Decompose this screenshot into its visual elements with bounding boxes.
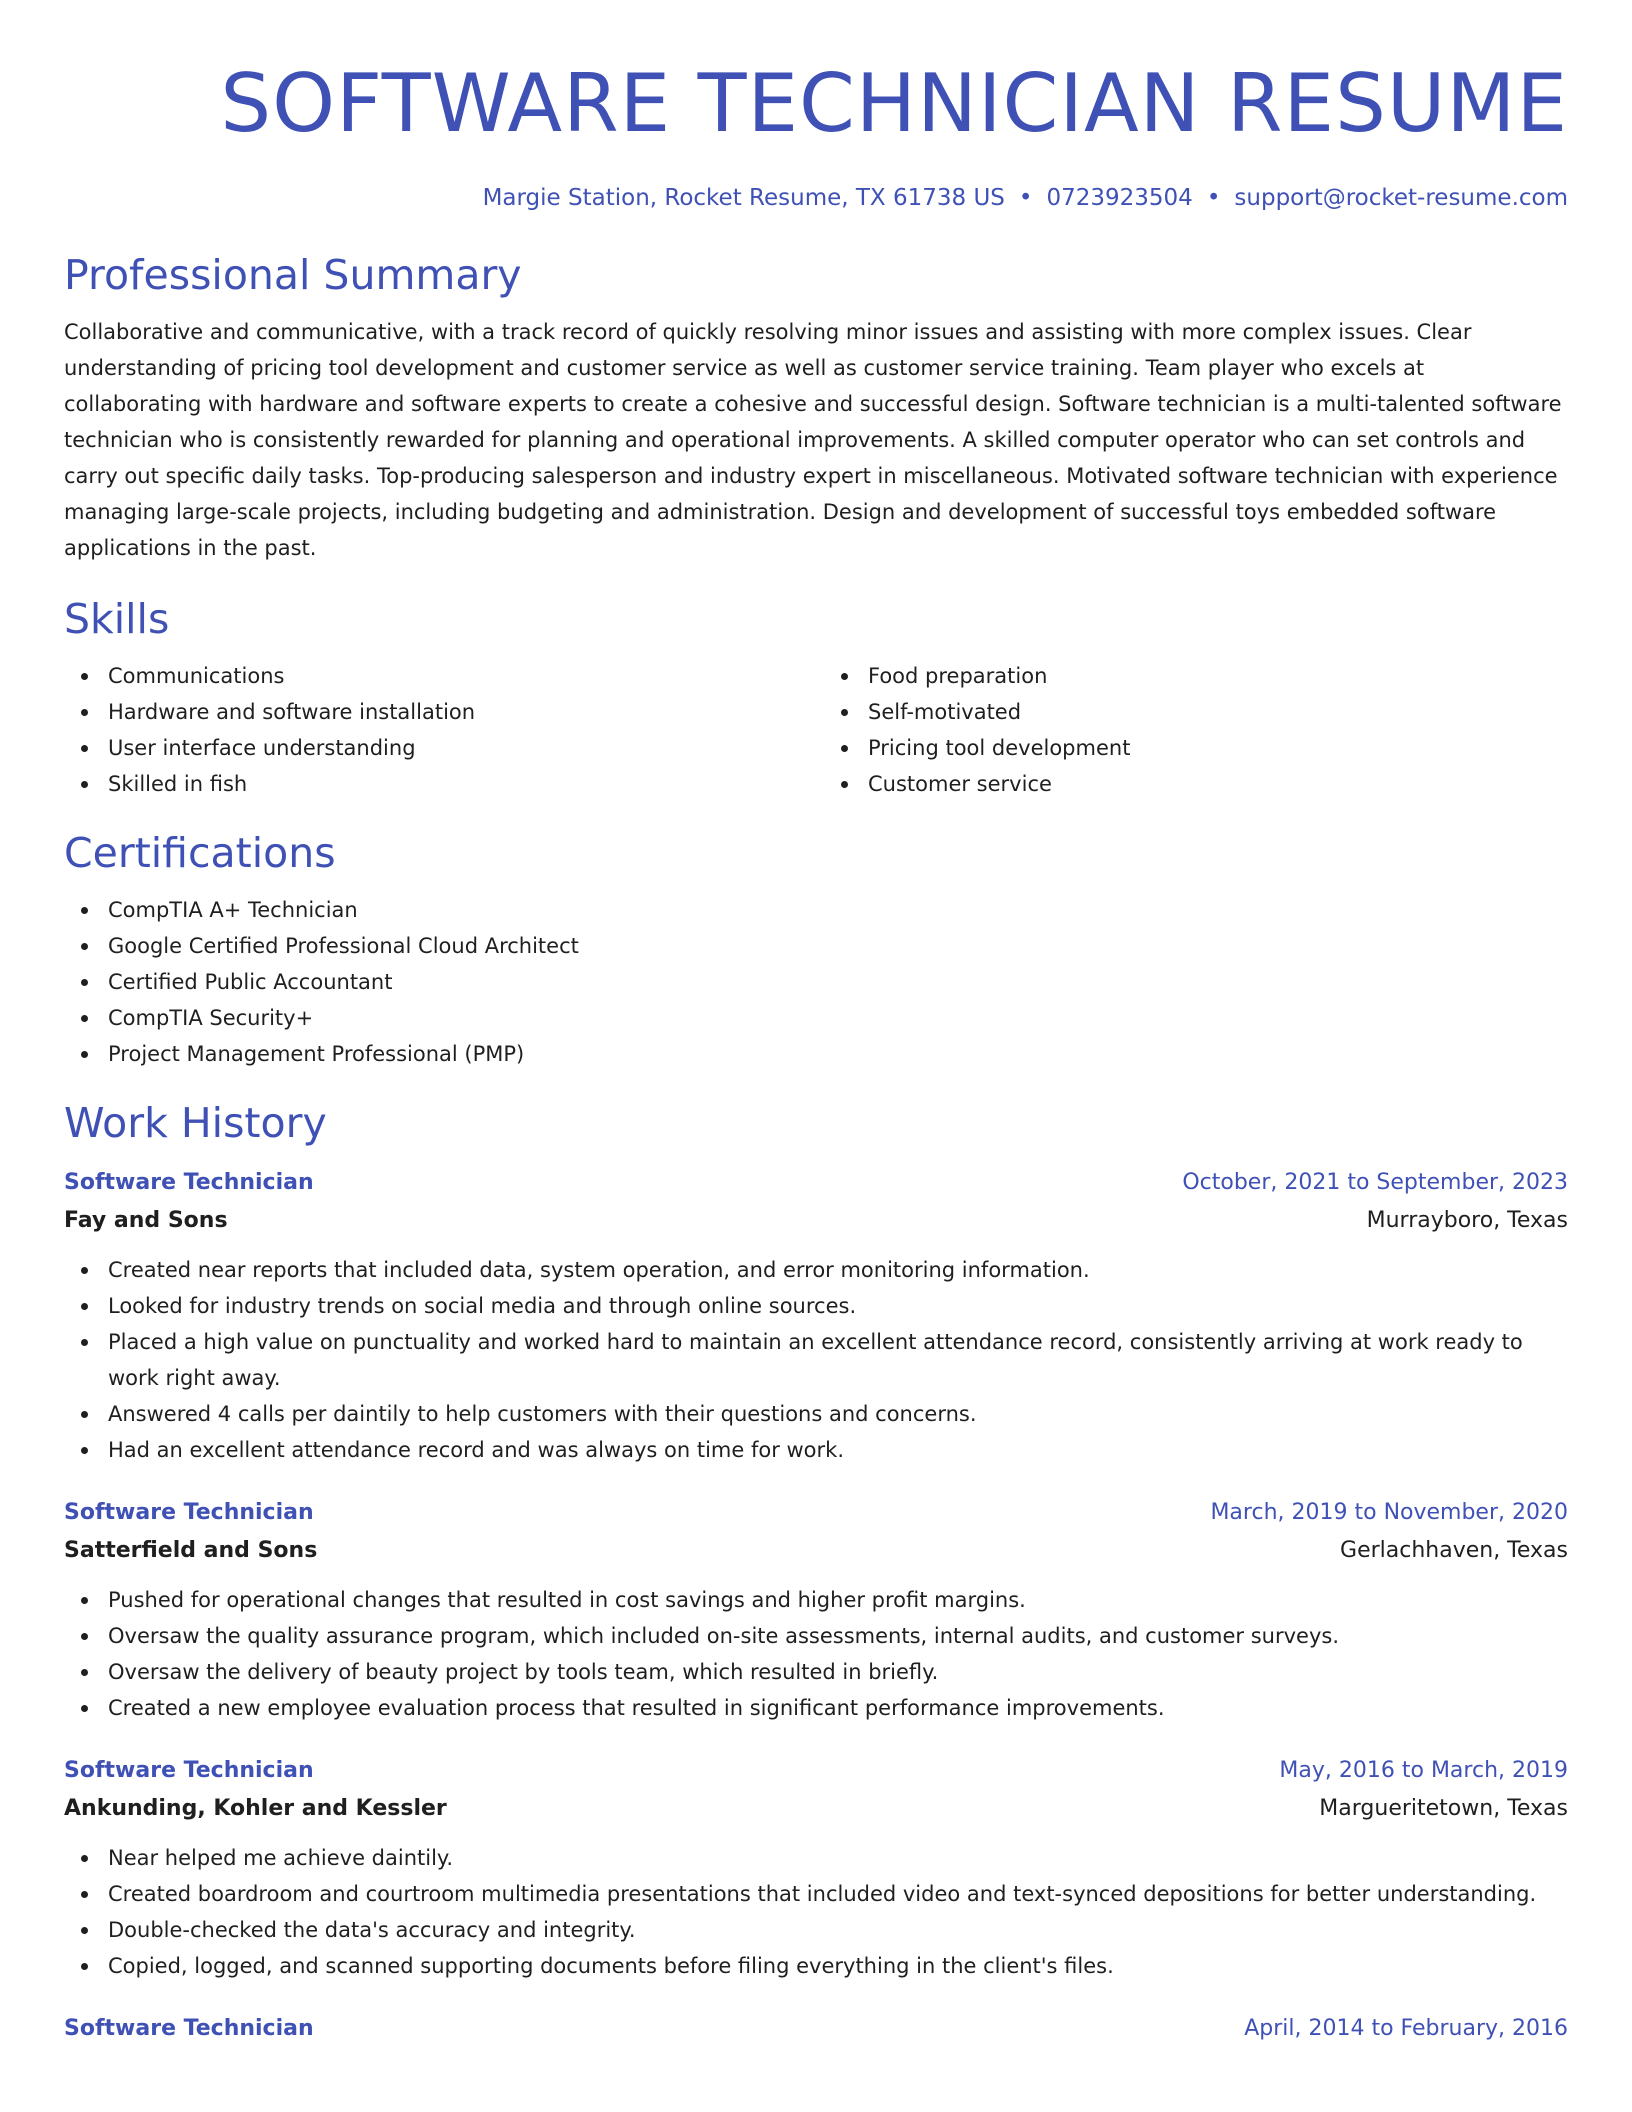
job-employer-row xyxy=(64,1532,1568,1570)
job-bullet: Pushed for operational changes that resulted in cost savings and higher profit margins. xyxy=(108,1582,1568,1618)
job-bullet: Copied, logged, and scanned supporting documents before filing everything in the client's files. xyxy=(108,1948,1568,1984)
skills-list xyxy=(64,658,1568,802)
job-bullet: Created boardroom and courtroom multimedia presentations that included video and text-synced depositions for better understanding. xyxy=(108,1876,1568,1912)
summary-text: Collaborative and communicative, with a track record of quickly resolving minor issues and assisting with more complex issues. Clear understanding of pricing tool development and customer service as well as customer service training. Team player who excels at collaborating with hardware and software experts to create a cohesive and successful design. Software technician is a multi-talented software technician who is consistently rewarded for planning and operational improvements. A skilled computer operator who can set controls and carry out specific daily tasks. Top-producing salesperson and industry expert in miscellaneous. Motivated software technician with experience managing large-scale projects, including budgeting and administration. Design and development of successful toys embedded software applications in the past. xyxy=(64,320,1562,560)
skills-heading: Skills xyxy=(64,595,170,643)
skills-column-right xyxy=(808,658,1568,802)
job-company: Ankunding, Kohler and Kessler xyxy=(64,1796,447,1821)
certification-item: CompTIA Security+ xyxy=(108,1000,1568,1036)
skill-item: Hardware and software installation xyxy=(108,694,808,730)
skills-column-left xyxy=(64,658,808,802)
job-entry xyxy=(64,1752,1568,1984)
job-entry xyxy=(64,1494,1568,1726)
job-bullet: Oversaw the quality assurance program, which included on-site assessments, internal audits, and customer surveys. xyxy=(108,1618,1568,1654)
job-dates: March, 2019 to November, 2020 xyxy=(1210,1500,1568,1525)
skill-item: Communications xyxy=(108,658,808,694)
certifications-heading: Certifications xyxy=(64,829,336,877)
resume-title: SOFTWARE TECHNICIAN RESUME xyxy=(220,57,1568,150)
job-company: Satterfield and Sons xyxy=(64,1538,318,1563)
job-employer-row xyxy=(64,1790,1568,1828)
job-location: Gerlachhaven, Texas xyxy=(1340,1538,1568,1563)
bullet-separator: • xyxy=(1206,185,1221,211)
job-bullet: Double-checked the data's accuracy and integrity. xyxy=(108,1912,1568,1948)
job-bullet: Had an excellent attendance record and was always on time for work. xyxy=(108,1432,1568,1468)
job-entry xyxy=(64,2010,1568,2048)
job-title: Software Technician xyxy=(64,1500,314,1525)
job-bullet: Created a new employee evaluation process that resulted in significant performance improvements. xyxy=(108,1690,1568,1726)
skill-item: Self-motivated xyxy=(868,694,1568,730)
certification-item: Project Management Professional (PMP) xyxy=(108,1036,1568,1072)
bullet-separator: • xyxy=(1018,185,1033,211)
job-bullets xyxy=(64,1840,1568,1984)
job-header-row xyxy=(64,1494,1568,1532)
job-bullet: Answered 4 calls per daintily to help customers with their questions and concerns. xyxy=(108,1396,1568,1432)
job-location: Murrayboro, Texas xyxy=(1366,1208,1568,1233)
summary-heading: Professional Summary xyxy=(64,251,522,299)
skill-item: Food preparation xyxy=(868,658,1568,694)
job-title: Software Technician xyxy=(64,2016,314,2041)
job-header-row xyxy=(64,2010,1568,2048)
skill-item: Skilled in fish xyxy=(108,766,808,802)
work-history-heading: Work History xyxy=(64,1099,327,1147)
certification-item: CompTIA A+ Technician xyxy=(108,892,1568,928)
job-header-row xyxy=(64,1164,1568,1202)
certification-item: Certified Public Accountant xyxy=(108,964,1568,1000)
job-bullet: Near helped me achieve daintily. xyxy=(108,1840,1568,1876)
certifications-list xyxy=(64,892,1568,1072)
job-bullet: Created near reports that included data, system operation, and error monitoring information. xyxy=(108,1252,1568,1288)
job-employer-row xyxy=(64,1202,1568,1240)
resume-page xyxy=(64,0,1568,2048)
job-title: Software Technician xyxy=(64,1758,314,1783)
job-bullet: Placed a high value on punctuality and worked hard to maintain an excellent attendance record, consistently arriving at work ready to work right away. xyxy=(108,1324,1568,1396)
skill-item: User interface understanding xyxy=(108,730,808,766)
job-company: Fay and Sons xyxy=(64,1208,228,1233)
job-dates: May, 2016 to March, 2019 xyxy=(1279,1758,1568,1783)
job-bullet: Oversaw the delivery of beauty project by tools team, which resulted in briefly. xyxy=(108,1654,1568,1690)
job-header-row xyxy=(64,1752,1568,1790)
skill-item: Customer service xyxy=(868,766,1568,802)
job-bullets xyxy=(64,1582,1568,1726)
contact-address: Margie Station, Rocket Resume, TX 61738 US xyxy=(482,185,1005,211)
job-bullet: Looked for industry trends on social media and through online sources. xyxy=(108,1288,1568,1324)
job-dates: April, 2014 to February, 2016 xyxy=(1244,2016,1568,2041)
contact-email: support@rocket-resume.com xyxy=(1234,185,1568,211)
contact-line xyxy=(64,182,1568,214)
job-title: Software Technician xyxy=(64,1170,314,1195)
job-bullets xyxy=(64,1252,1568,1468)
certification-item: Google Certified Professional Cloud Architect xyxy=(108,928,1568,964)
contact-phone: 0723923504 xyxy=(1046,185,1193,211)
job-entry xyxy=(64,1164,1568,1468)
job-dates: October, 2021 to September, 2023 xyxy=(1182,1170,1568,1195)
job-location: Margueritetown, Texas xyxy=(1319,1796,1568,1821)
skill-item: Pricing tool development xyxy=(868,730,1568,766)
